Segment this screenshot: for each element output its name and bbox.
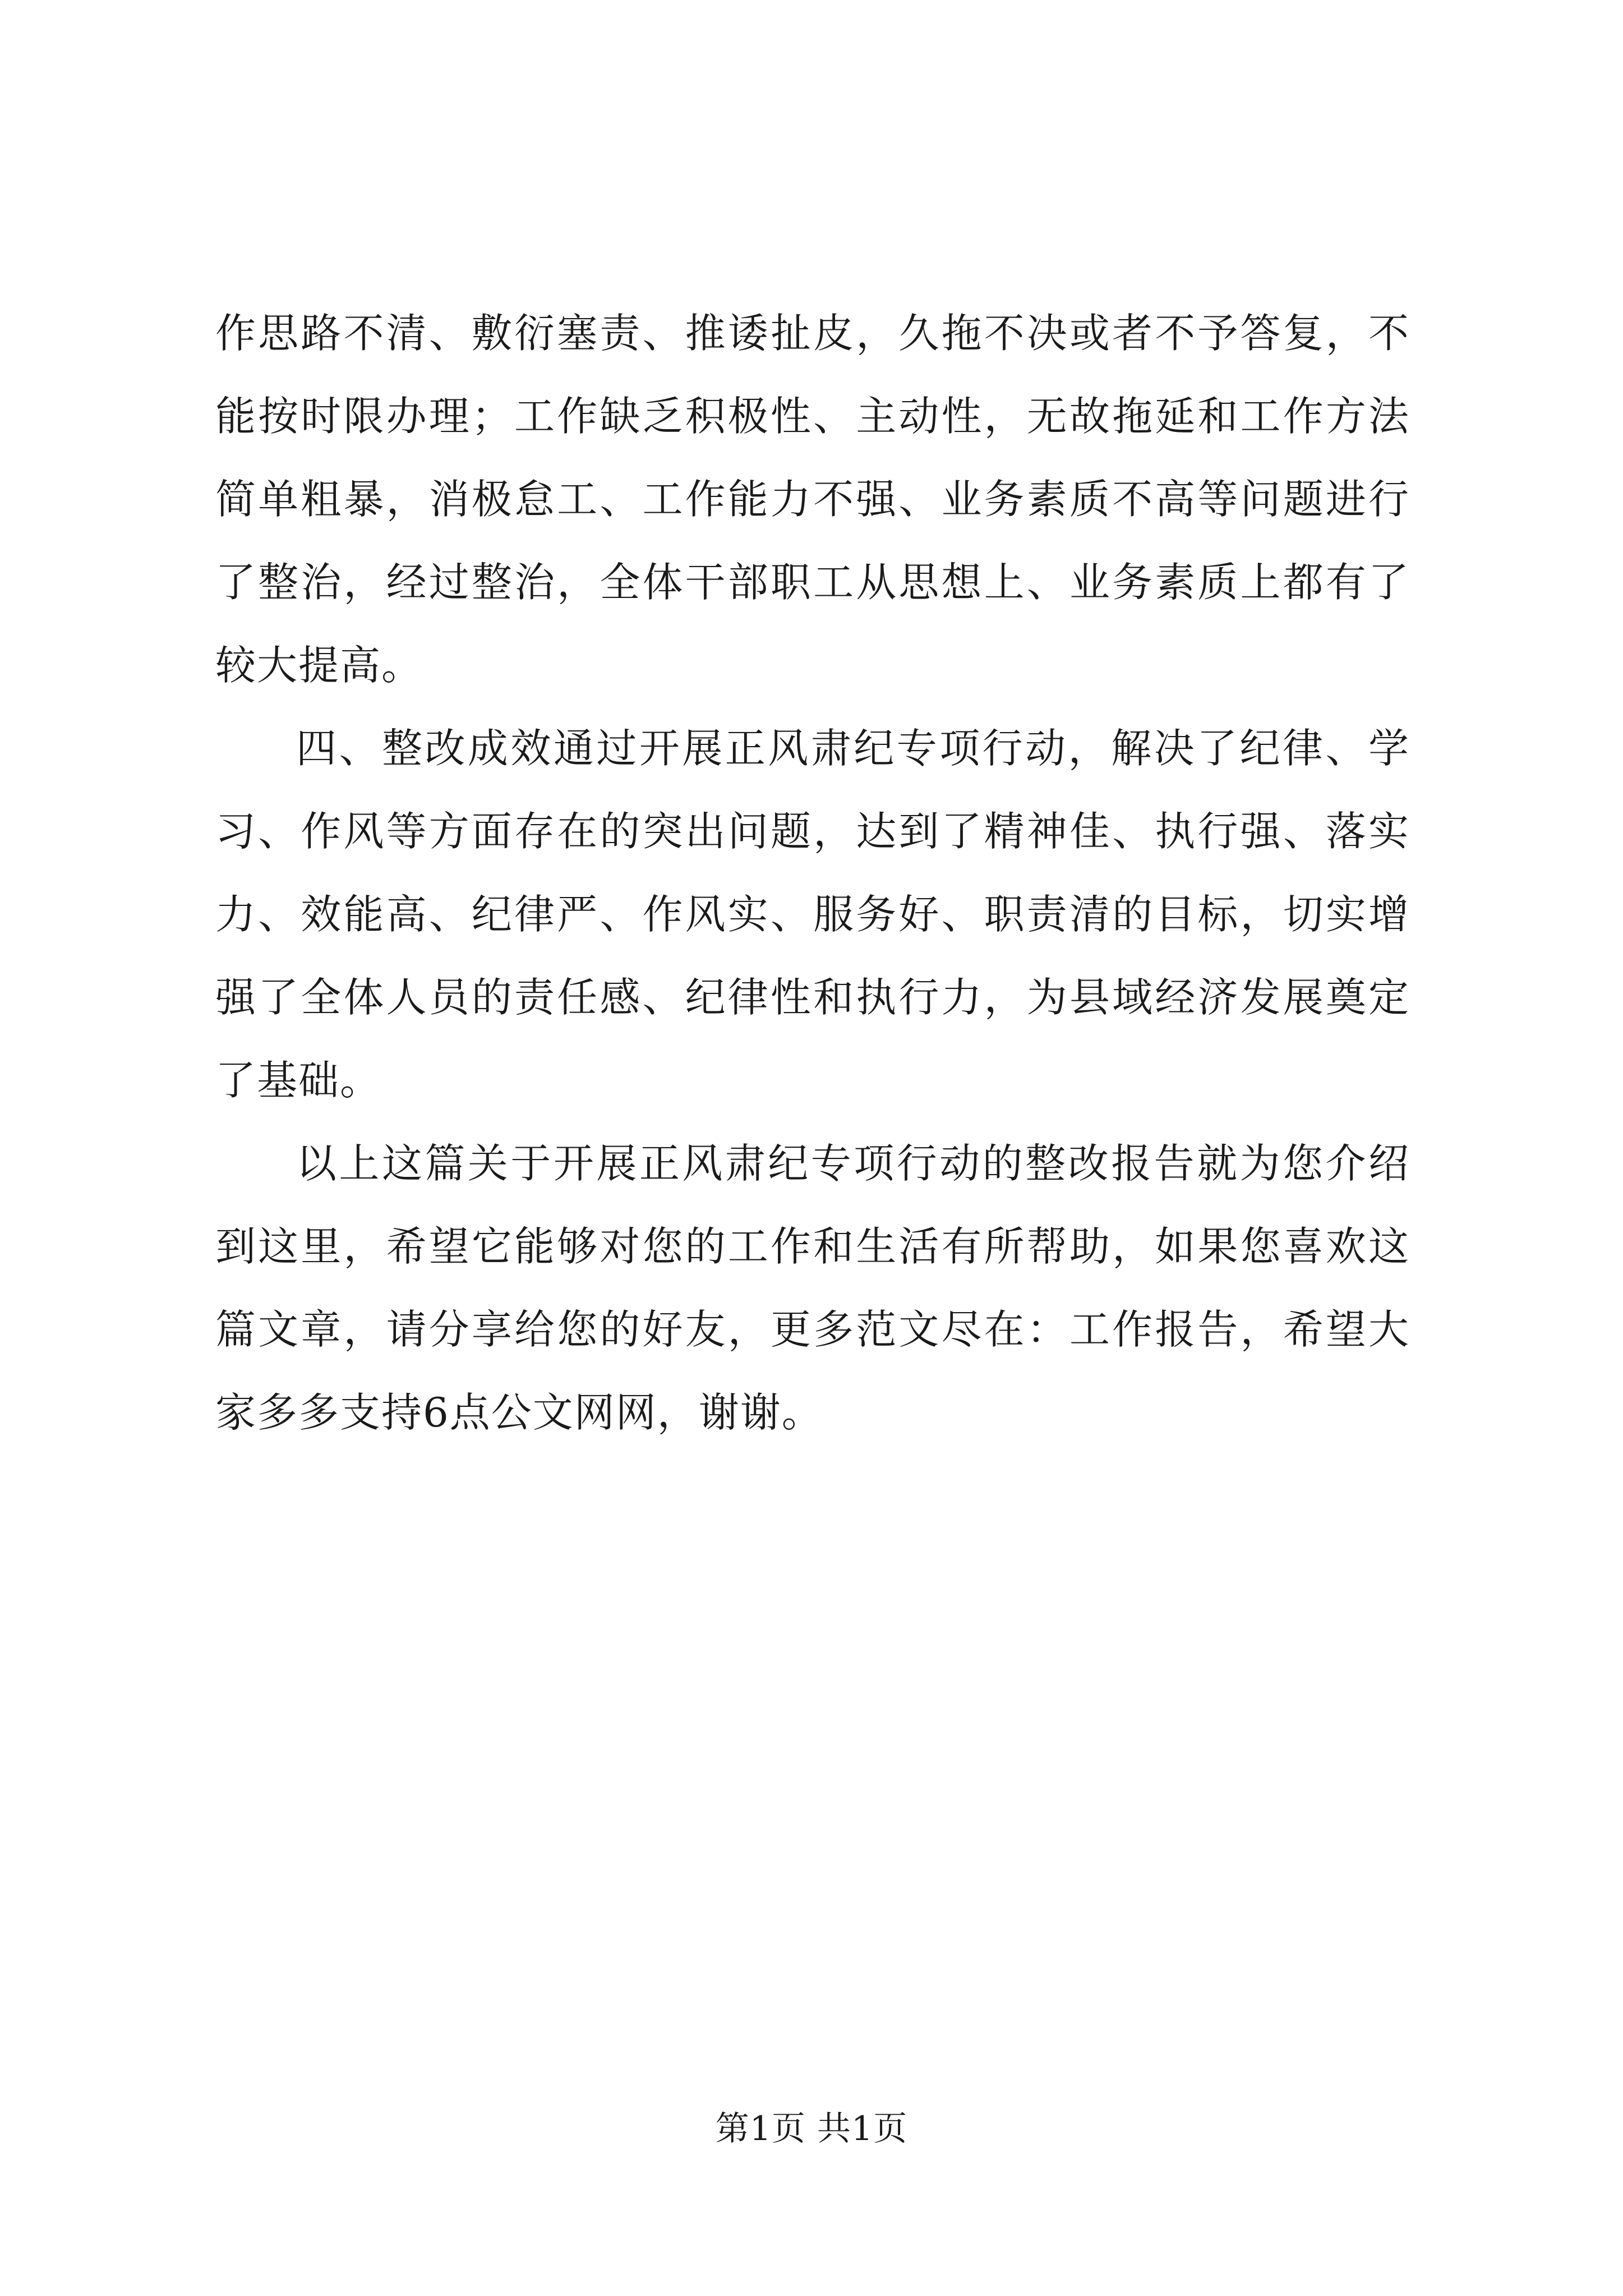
paragraph-continuation: 作思路不清、敷衍塞责、推诿扯皮，久拖不决或者不予答复，不能按时限办理；工作缺乏积极性、主动性，无故拖延和工作方法简单粗暴，消极怠工、工作能力不强、业务素质不高等问题进行了整治，经过整治，全体干部职工从思想上、业务素质上都有了较大提高。 <box>215 310 1410 689</box>
page-footer: 第1页 共1页 <box>715 2109 908 2148</box>
paragraph-rectification-results: 四、整改成效通过开展正风肃纪专项行动，解决了纪律、学习、作风等方面存在的突出问题，达到了精神佳、执行强、落实力、效能高、纪律严、作风实、服务好、职责清的目标，切实增强了全体人员的责任感、纪律性和执行力，为县域经济发展奠定了基础。 <box>215 725 1410 1104</box>
paragraph-closing-note: 以上这篇关于开展正风肃纪专项行动的整改报告就为您介绍到这里，希望它能够对您的工作和生活有所帮助，如果您喜欢这篇文章，请分享给您的好友，更多范文尽在：工作报告，希望大家多多支持6点公文网网，谢谢。 <box>215 1140 1410 1436</box>
document-body <box>215 292 1410 1454</box>
